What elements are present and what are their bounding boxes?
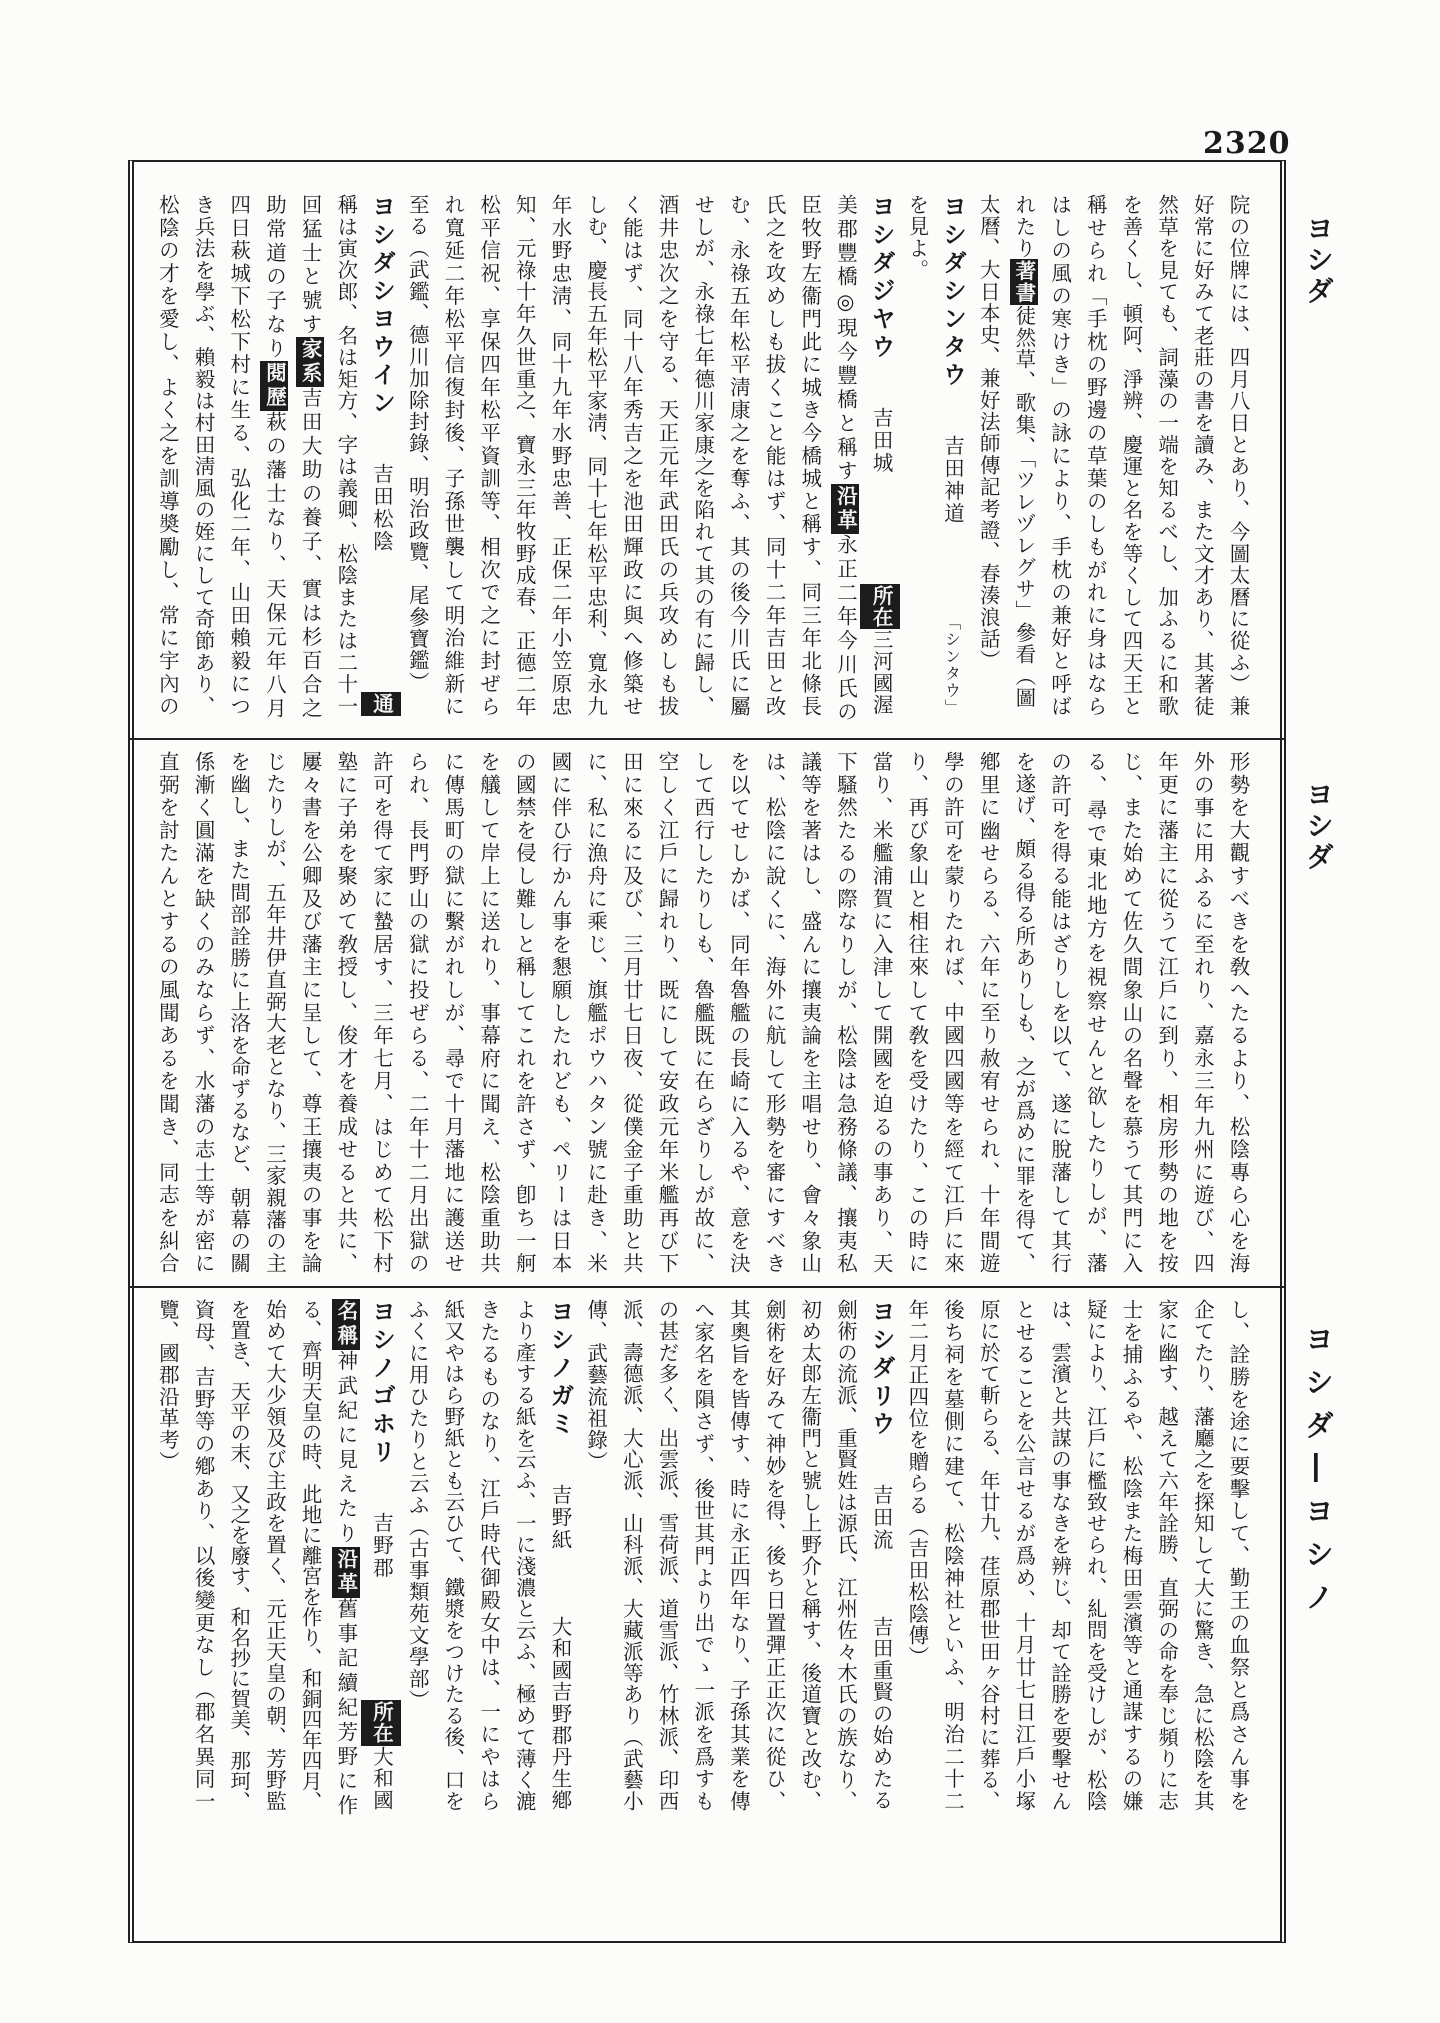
text-line (541, 1299, 577, 1811)
text-line: 士を捕ふるや、松陰また梅田雲濱等と通謀するの嫌 (1118, 1299, 1143, 1813)
entry-headword: ヨシノガミ (545, 1299, 574, 1439)
text-line: 鄕里に幽せらる、六年に至り赦宥せられ、十年間遊 (976, 751, 1001, 1276)
text-line: 紙又やはら野紙とも云ひて、鐵漿をつけたる後、口を (440, 1299, 465, 1812)
text-line: 年更に藩主に從うて江戶に到り、相房形勢の地を按 (1154, 751, 1179, 1276)
text-line: む、永祿五年松平淸康之を奪ふ、其の後今川氏に屬 (726, 194, 751, 719)
text-run: 吉田大助の養子、實は杉百合之 (298, 387, 323, 722)
page-number: 2320 (1203, 126, 1291, 161)
text-run: 大和國 (369, 1745, 394, 1811)
text-line: を幽し、また間部詮勝に上洛を命ずるなど、朝幕の關 (226, 751, 251, 1275)
text-line: 學の許可を蒙りたれば、中國四國等を經て江戶に來 (940, 751, 965, 1276)
text-line (363, 194, 399, 716)
entry-headword: ヨシダシヨウイン (367, 194, 396, 418)
text-line: せしが、永祿七年德川家康之を陷れて其の有に歸し、 (690, 194, 715, 718)
text-line: 傳、武藝流祖錄） (583, 1299, 608, 1473)
text-line: 國に伴ひ行かん事を懇願したれども、ペリーは日本 (547, 751, 572, 1276)
text-line: はしの風の寒けき」の詠により、手枕の兼好と呼ば (1047, 194, 1072, 719)
section-tag: 名稱 (333, 1300, 358, 1350)
text-line: 稱は寅次郎、名は矩方、字は義卿、松陰または二十一 (333, 194, 358, 718)
text-line: 屢々書を公卿及び藩主に呈して、尊王攘夷の事を論 (298, 751, 323, 1276)
text-line: を見よ。 (904, 194, 929, 281)
text-line: 田に來るに及び、三月廿七日夜、從僕金子重助と共 (619, 751, 644, 1276)
text-run: 徒然草、歌集、「ツレヅレグサ」參看（圖 (1011, 305, 1036, 709)
text-line: る、尋で東北地方を視察せんと欲したりしが、藩 (1083, 751, 1108, 1277)
text-line: る、齊明天皇の時、此地に離宮を作り、和銅四年四月、 (298, 1299, 323, 1812)
text-line: 許可を得て家に蟄居す、三年七月、はじめて松下村 (369, 751, 394, 1276)
text-line: 院の位牌には、四月八日とあり、今圖太曆に從ふ）兼 (1226, 194, 1250, 718)
text-line: じ、また始めて佐久間象山の名聲を慕うて其門に入 (1118, 751, 1143, 1276)
text-line: は、松陰に說くに、海外に航して形勢を審にすべき (762, 751, 787, 1276)
running-head-bottom: ヨシダ―ヨシノ (1301, 1324, 1335, 1625)
text-line: 至る（武鑑、德川加除封錄、明治政覽、尾參寶鑑） (405, 194, 430, 694)
text-line: 年水野忠淸、同十九年水野忠善、正保二年小笠原忠 (547, 194, 572, 719)
text-line: 年二月正四位を贈らる（吉田松陰傳） (904, 1299, 929, 1668)
text-block-middle (147, 751, 1255, 1277)
entry-headword: ヨシノゴホリ (367, 1299, 396, 1467)
text-run: れたり (1011, 194, 1036, 260)
entry-title: 吉田神道 (940, 435, 965, 526)
text-line: きたるものなり、江戶時代御殿女中は、一にやはら (476, 1299, 501, 1813)
entry-headword: ヨシダシンタウ (938, 194, 967, 390)
text-line: 派、壽德派、大心派、山科派、大藏派等あり（武藝小 (619, 1299, 644, 1812)
text-line: しむ、慶長五年松平家淸、同十七年松平忠利、寬永九 (583, 194, 608, 718)
entry-title: 吉野郡 (369, 1512, 394, 1580)
text-line: 疑により、江戶に檻致せられ、糺問を受けしが、松陰 (1083, 1299, 1108, 1812)
text-line: 資母、吉野等の鄕あり、以後變更なし（郡名異同一 (191, 1299, 216, 1813)
entry-title: 吉田松陰 (369, 463, 394, 554)
text-run: 助常道の子なり (262, 194, 287, 362)
section-tag: 所在 (860, 584, 900, 629)
text-line: を善くし、頓阿、淨辨、慶運と名を等くして四天王と (1118, 194, 1143, 718)
text-line: れ寬延二年松平信復封後、子孫世襲して明治維新に (440, 194, 465, 719)
text-line: して西行したりしも、魯艦既に在らざりしが故に、 (690, 751, 715, 1276)
text-line (363, 1299, 399, 1811)
text-line: 知、元祿十年久世重之、寶永三年牧野成春、正德二年 (512, 194, 537, 718)
text-line (1005, 194, 1041, 716)
section-divider (128, 738, 1286, 740)
text-line: 覽、國郡沿革考） (155, 1299, 180, 1473)
text-line: 係漸く圓滿を缺くのみならず、水藩の志士等が密に (191, 751, 216, 1276)
text-line: を遂げ、頗る得る所ありしも、之が爲めに罪を得て、 (1011, 751, 1036, 1275)
text-line: より產する紙を云ふ、一に淺濃と云ふ、極めて薄く漉 (512, 1299, 537, 1812)
text-line: は、雲濱と共謀の事なきを辨じ、却て詮勝を要擊せん (1047, 1299, 1072, 1812)
text-line: を置き、天平の末、又之を廢す、和名抄に賀美、那珂、 (226, 1299, 251, 1812)
text-line: 外の事に用ふるに至れり、嘉永三年九州に遊び、四 (1190, 751, 1215, 1276)
text-line: 空しく江戶に歸れり、既にして安政元年米艦再び下 (655, 751, 679, 1276)
text-block-top (147, 194, 1255, 725)
text-line: り、再び象山と相往來して敎を受けたり、この時に (904, 751, 929, 1276)
text-line (256, 194, 292, 722)
text-line: 劍術を好みて神妙を得、後ち日置彈正正次に從ひ、 (762, 1299, 787, 1813)
section-tag: 通 (361, 692, 401, 716)
text-line: 酒井忠次之を守る、天正元年武田氏の兵攻めしも拔 (655, 194, 679, 719)
text-line: 初め太郎左衞門と號し上野介と稱す、後道寶と改む、 (797, 1299, 822, 1812)
text-line: 原に於て斬らる、年廿九、荏原郡世田ヶ谷村に葬る、 (976, 1299, 1001, 1812)
text-line: 然草を見ても、詞藻の一端を知るべし、加ふるに和歌 (1154, 194, 1179, 718)
text-line: 其奧旨を皆傳す、時に永正四年なり、子孫其業を傳 (726, 1299, 751, 1813)
text-line: 家に幽す、越えて六年詮勝、直弼の命を奉じ頻りに志 (1154, 1299, 1179, 1812)
text-run: 美郡豐橋◎現今豐橋と稱す (833, 194, 858, 485)
text-run: 舊事記續紀芳野に作 (333, 1597, 358, 1820)
text-line: 當り、米艦浦賀に入津して開國を迫るの事あり、天 (869, 751, 894, 1276)
text-run: 萩の藩士なり、天保元年八月 (262, 410, 287, 722)
section-divider (128, 1286, 1286, 1288)
text-line: 下騷然たるの際なりしが、松陰は急務條議、攘夷私 (833, 751, 858, 1276)
entry-headword: ヨシダジヤウ (867, 194, 896, 362)
text-line: 始めて大少領及び主政を置く、元正天皇の朝、芳野監 (262, 1299, 287, 1812)
text-line: じたりしが、五年井伊直弼大老となり、三家親藩の主 (262, 751, 287, 1275)
text-line: 氏之を攻めしも拔くこと能はず、同十二年吉田と改 (762, 194, 787, 719)
text-line (291, 194, 327, 722)
text-run: 三河國渥 (869, 629, 894, 716)
text-line: られ、長門野山の獄に投ぜらる、二年十二月出獄の (405, 751, 430, 1276)
text-line: 後ち祠を墓側に建て、松陰神社といふ、明治二十二 (940, 1299, 965, 1813)
text-run: 神武紀に見えたり (333, 1350, 358, 1547)
cross-reference: 「シンタウ」 (942, 614, 962, 716)
text-line (862, 194, 898, 716)
text-line: 臣牧野左衞門此に城き今橋城と稱す、同三年北條長 (797, 194, 822, 719)
text-line: の許可を得る能はざりしを以て、遂に脫藩して其行 (1047, 751, 1072, 1276)
text-line: 直弼を討たんとするの風聞あるを聞き、同志を糾合 (155, 751, 180, 1276)
section-tag: 沿革 (333, 1547, 358, 1597)
text-line: 形勢を大觀すべきを敎へたるより、松陰專ら心を海 (1226, 751, 1250, 1276)
text-line: 劍術の流派、重賢姓は源氏、江州佐々木氏の族なり、 (833, 1299, 858, 1812)
text-line: に、私に漁舟に乘じ、旗艦ポウハタン號に赴き、米 (583, 751, 608, 1276)
section-tag: 所在 (361, 1700, 401, 1745)
text-line: く能はず、同十八年秀吉之を池田輝政に與へ修築せ (619, 194, 644, 719)
text-line: 松平信祝、享保四年松平資訓等、相次で之に封ぜら (476, 194, 501, 719)
text-line: 四日萩城下松下村に生る、弘化二年、山田賴毅につ (226, 194, 251, 719)
text-line (827, 194, 863, 725)
text-block-bottom (147, 1299, 1255, 1820)
text-line: の甚だ多く、出雲派、雪荷派、道雪派、竹林派、印西 (655, 1299, 679, 1812)
text-line: 太曆、大日本史、兼好法師傳記考證、春湊浪話） (976, 194, 1001, 672)
text-line (862, 1299, 898, 1811)
text-line: 企てたり、藩廳之を探知して大に驚き、急に松陰を其 (1190, 1299, 1215, 1812)
text-line: 松陰の才を愛し、よく之を訓導奬勵し、常に宇內の (155, 194, 180, 719)
text-line: を艤して岸上に送れり、事幕府に聞え、松陰重助共 (476, 751, 501, 1276)
text-line: を以てせしかば、同年魯艦の長崎に入るや、意を決 (726, 751, 751, 1276)
text-line: し、詮勝を途に要擊して、勤王の血祭と爲さん事を (1226, 1299, 1250, 1813)
text-line: 塾に子弟を聚めて敎授し、俊才を養成せると共に、 (333, 751, 358, 1276)
entry-title: 吉野紙 (547, 1484, 572, 1552)
running-head-middle: ヨシダ (1302, 780, 1335, 873)
text-line: き兵法を學ぶ、賴毅は村田淸風の姪にして奇節あり、 (191, 194, 216, 718)
section-tag: 沿革 (833, 485, 858, 533)
running-head-top: ヨシダ (1302, 214, 1335, 307)
text-line (934, 194, 970, 716)
section-tag: 閱歷 (262, 362, 287, 410)
text-line: ふくに用ひたりと云ふ（古事類苑文學部） (405, 1299, 430, 1712)
entry-title: 吉田流 (869, 1484, 894, 1552)
text-line: の國禁を侵し難しと稱してこれを許さず、卽ち一舸 (512, 751, 537, 1276)
text-line: 議等を著はし、盛んに攘夷論を主唱せり、會々象山 (797, 751, 822, 1276)
text-line: に傳馬町の獄に繫がれしが、尋で十月藩地に護送せ (440, 751, 465, 1276)
text-line: とせることを公言せるが爲め、十月廿七日江戶小塚 (1011, 1299, 1036, 1813)
text-run: 大和國吉野郡丹生鄕 (547, 1615, 572, 1811)
entry-title: 吉田城 (869, 407, 894, 475)
text-run: 回猛士と號す (298, 194, 323, 338)
text-line (327, 1299, 363, 1820)
text-run: 吉田重賢の始めたる (869, 1615, 894, 1811)
section-tag: 家系 (298, 338, 323, 387)
text-run: 永正二年今川氏の (833, 533, 858, 725)
text-line: へ家名を隕さず、後世其門より出でゝ一派を爲すも (690, 1299, 715, 1813)
entry-headword: ヨシダリウ (867, 1299, 896, 1439)
text-line: 稱せられ「手枕の野邊の草葉のしもがれに身はなら (1083, 194, 1108, 719)
section-tag: 著書 (1011, 260, 1036, 305)
text-line: 好常に好みて老莊の書を讀み、また文才あり、其著徒 (1190, 194, 1215, 718)
